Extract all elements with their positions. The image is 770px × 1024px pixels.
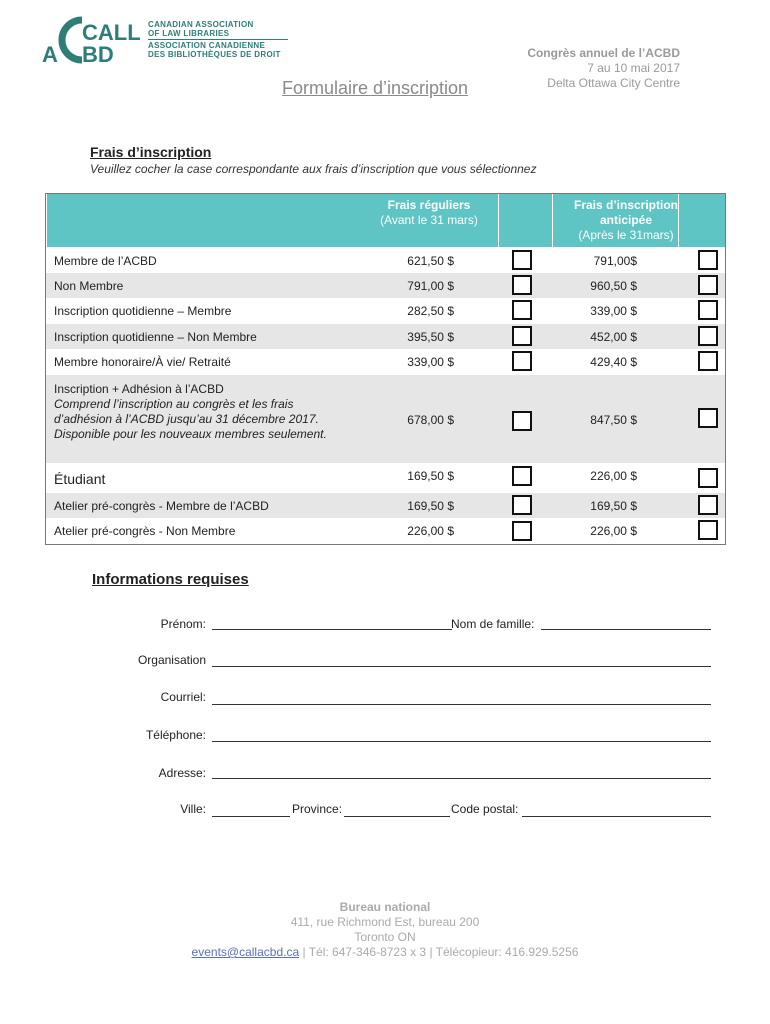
row-label-block: Inscription + Adhésion à l’ACBD Comprend l’inscription au congrès et les frais d’adhésion à l’ACBD jusqu’au 31 décembre 2017. Disponible pour les nouveaux membres seulement. <box>54 382 327 441</box>
conference-info <box>527 46 680 91</box>
table-row <box>46 298 725 324</box>
early-checkbox[interactable] <box>698 351 718 371</box>
info-title: Informations requises <box>92 571 249 588</box>
logo-text: CANADIAN ASSOCIATION OF LAW LIBRARIES ASSOCIATION CANADIENNE DES BIBLIOTHÈQUES DE DROIT <box>148 20 288 59</box>
footer-address: 411, rue Richmond Est, bureau 200 <box>290 915 480 929</box>
phone-label: Téléphone: <box>145 728 206 742</box>
regular-checkbox[interactable] <box>512 351 532 371</box>
address-label: Adresse: <box>158 766 206 780</box>
early-checkbox[interactable] <box>698 326 718 346</box>
organisation-label: Organisation <box>137 653 206 667</box>
footer-city: Toronto ON <box>354 930 416 944</box>
regular-price: 169,50 $ <box>407 499 454 513</box>
regular-price: 621,50 $ <box>407 254 454 268</box>
table-row <box>46 518 725 544</box>
early-price: 429,40 $ <box>590 355 637 369</box>
early-checkbox[interactable] <box>698 468 718 488</box>
row-label: Atelier pré-congrès - Non Membre <box>54 524 236 538</box>
row-label: Étudiant <box>54 471 106 487</box>
header-early: Frais d’inscription anticipée (Après le 31mars) <box>573 198 678 242</box>
early-checkbox[interactable] <box>698 300 718 320</box>
regular-checkbox[interactable] <box>512 275 532 295</box>
regular-price: 169,50 $ <box>407 469 454 483</box>
city-label: Ville: <box>180 802 206 816</box>
table-row <box>46 375 725 463</box>
city-field[interactable] <box>212 816 290 817</box>
early-price: 960,50 $ <box>590 279 637 293</box>
conference-dates: 7 au 10 mai 2017 <box>587 61 680 75</box>
regular-checkbox[interactable] <box>512 411 532 431</box>
svg-text:A: A <box>42 42 58 66</box>
table-row <box>46 247 725 273</box>
conference-name: Congrès annuel de l’ACBD <box>527 46 680 60</box>
first-name-label: Prénom: <box>160 617 206 631</box>
regular-price: 339,00 $ <box>407 355 454 369</box>
logo-mark-icon <box>42 14 148 66</box>
regular-price: 226,00 $ <box>407 524 454 538</box>
early-price: 226,00 $ <box>590 469 637 483</box>
last-name-label: Nom de famille: <box>451 617 535 631</box>
email-label: Courriel: <box>160 690 206 704</box>
row-label: Inscription quotidienne – Membre <box>54 304 232 318</box>
early-price: 226,00 $ <box>590 524 637 538</box>
early-price: 452,00 $ <box>590 330 637 344</box>
early-price: 339,00 $ <box>590 304 637 318</box>
early-checkbox[interactable] <box>698 495 718 515</box>
last-name-field[interactable] <box>541 629 711 630</box>
organisation-field[interactable] <box>212 666 711 667</box>
regular-checkbox[interactable] <box>512 495 532 515</box>
early-price: 169,50 $ <box>590 499 637 513</box>
early-checkbox[interactable] <box>698 520 718 540</box>
early-price: 847,50 $ <box>590 413 637 427</box>
regular-checkbox[interactable] <box>512 300 532 320</box>
regular-checkbox[interactable] <box>512 250 532 270</box>
regular-price: 395,50 $ <box>407 330 454 344</box>
regular-price: 791,00 $ <box>407 279 454 293</box>
address-field[interactable] <box>212 778 711 779</box>
table-row <box>46 273 725 298</box>
conference-venue: Delta Ottawa City Centre <box>547 76 680 90</box>
fees-subtitle: Veuillez cocher la case correspondante aux frais d’inscription que vous sélectionnez <box>90 162 537 176</box>
footer-email-link[interactable]: events@callacbd.ca <box>191 945 300 959</box>
early-price: 791,00$ <box>593 254 637 268</box>
row-label: Membre honoraire/À vie/ Retraité <box>54 355 231 369</box>
row-label: Non Membre <box>54 279 124 293</box>
fees-table-header <box>46 194 725 247</box>
row-label: Inscription quotidienne – Non Membre <box>54 330 257 344</box>
svg-text:BD: BD <box>82 42 114 66</box>
footer-office: Bureau national <box>339 900 431 914</box>
province-label: Province: <box>292 802 343 816</box>
phone-field[interactable] <box>212 741 711 742</box>
table-row <box>46 493 725 518</box>
early-checkbox[interactable] <box>698 250 718 270</box>
header-regular: Frais réguliers (Avant le 31 mars) <box>380 198 478 227</box>
row-label: Membre de l’ACBD <box>54 254 157 268</box>
footer-contact-text: | Tél: 647-346-8723 x 3 | Télécopieur: 416.929.5256 <box>299 945 579 959</box>
fees-title: Frais d’inscription <box>90 144 212 160</box>
footer-contact <box>0 945 770 960</box>
table-row <box>46 463 725 493</box>
regular-checkbox[interactable] <box>512 521 532 541</box>
regular-checkbox[interactable] <box>512 326 532 346</box>
row-label: Atelier pré-congrès - Membre de l’ACBD <box>54 499 269 513</box>
regular-checkbox[interactable] <box>512 466 532 486</box>
early-checkbox[interactable] <box>698 275 718 295</box>
form-title: Formulaire d’inscription <box>282 78 469 98</box>
regular-price: 678,00 $ <box>407 413 454 427</box>
table-row <box>46 349 725 375</box>
province-field[interactable] <box>344 816 450 817</box>
early-checkbox[interactable] <box>698 408 718 428</box>
regular-price: 282,50 $ <box>407 304 454 318</box>
table-row <box>46 324 725 349</box>
svg-text:CALL: CALL <box>82 20 141 45</box>
logo <box>42 14 281 66</box>
email-field[interactable] <box>212 704 711 705</box>
first-name-field[interactable] <box>212 629 452 630</box>
postal-code-label: Code postal: <box>451 802 519 816</box>
postal-code-field[interactable] <box>522 816 711 817</box>
fees-table <box>45 193 726 545</box>
footer <box>0 900 770 960</box>
